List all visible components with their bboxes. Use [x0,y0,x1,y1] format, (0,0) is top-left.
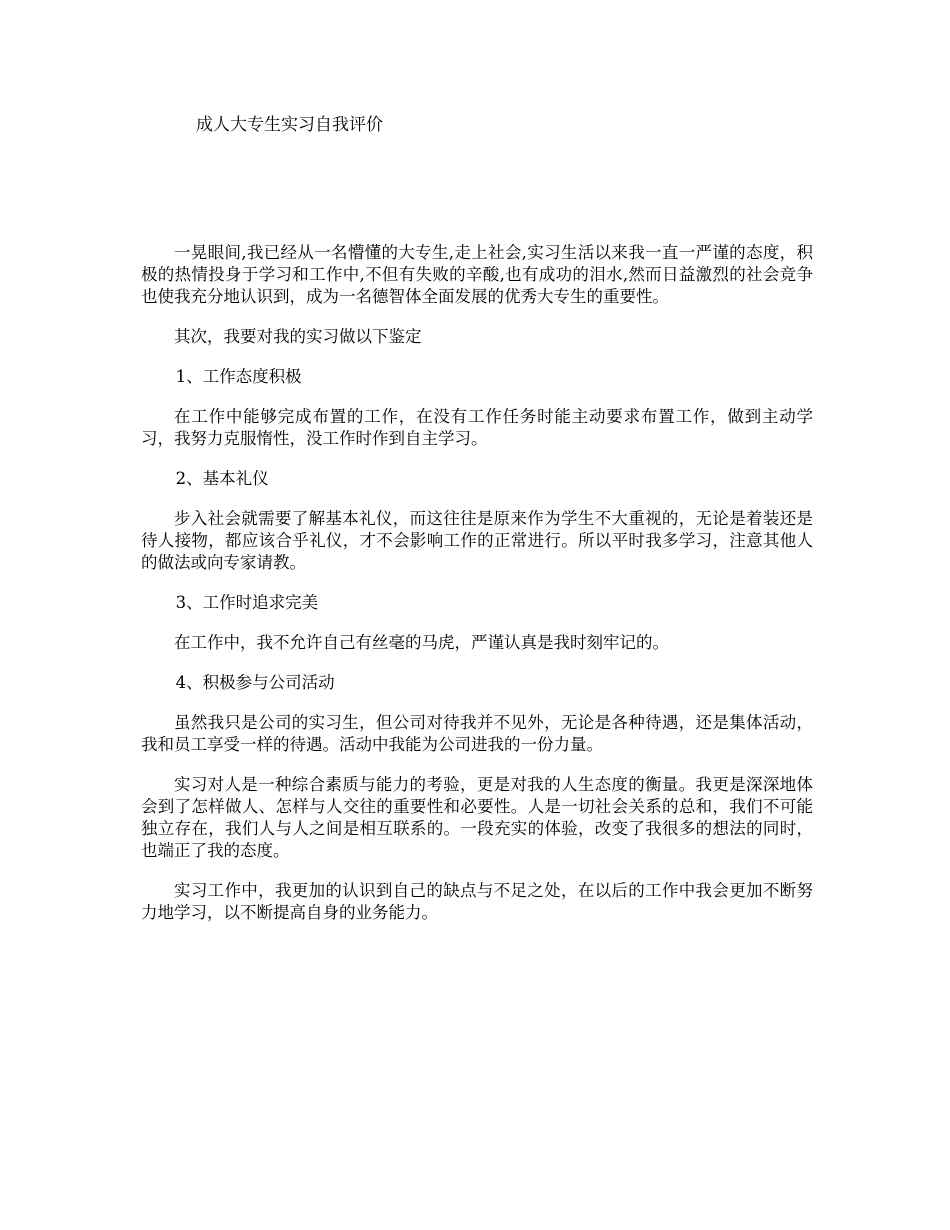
section-heading-company-activities: 4、积极参与公司活动 [175,673,335,692]
paragraph-reflection: 实习对人是一种综合素质与能力的考验，更是对我的人生态度的衡量。我更是深深地体会到了怎样做人、怎样与人交往的重要性和必要性。人是一切社会关系的总和，我们不可能独立存在，我们人与人之间是相互联系的。一段充实的体验，改变了我很多的想法的同时，也端正了我的态度。 [141,775,813,860]
paragraph-perfection: 在工作中，我不允许自己有丝毫的马虎，严谨认真是我时刻牢记的。 [174,633,669,652]
document-body [141,242,813,942]
section-heading-etiquette: 2、基本礼仪 [175,469,269,488]
paragraph-intro: 一晃眼间,我已经从一名懵懂的大专生,走上社会,实习生活以来我一直一严谨的态度，积极的热情投身于学习和工作中,不但有失败的辛酸,也有成功的泪水,然而日益激烈的社会竞争也使我充分地认识到，成为一名德智体全面发展的优秀大专生的重要性。 [141,243,813,306]
document-title: 成人大专生实习自我评价 [196,115,383,135]
paragraph-company-activities: 虽然我只是公司的实习生，但公司对待我并不见外，无论是各种待遇，还是集体活动，我和员工享受一样的待遇。活动中我能为公司进我的一份力量。 [141,713,813,754]
paragraph-conclusion: 实习工作中，我更加的认识到自己的缺点与不足之处，在以后的工作中我会更加不断努力地学习，以不断提高自身的业务能力。 [141,881,813,922]
paragraph-etiquette: 步入社会就需要了解基本礼仪，而这往往是原来作为学生不大重视的，无论是着装还是待人接物，都应该合乎礼仪，才不会影响工作的正常进行。所以平时我多学习，注意其他人的做法或向专家请教。 [141,509,813,572]
paragraph-work-attitude: 在工作中能够完成布置的工作，在没有工作任务时能主动要求布置工作，做到主动学习，我努力克服惰性，没工作时作到自主学习。 [141,407,813,448]
paragraph-assessment-lead: 其次，我要对我的实习做以下鉴定 [174,327,422,346]
section-heading-perfection: 3、工作时追求完美 [175,593,319,612]
section-heading-work-attitude: 1、工作态度积极 [175,367,302,386]
